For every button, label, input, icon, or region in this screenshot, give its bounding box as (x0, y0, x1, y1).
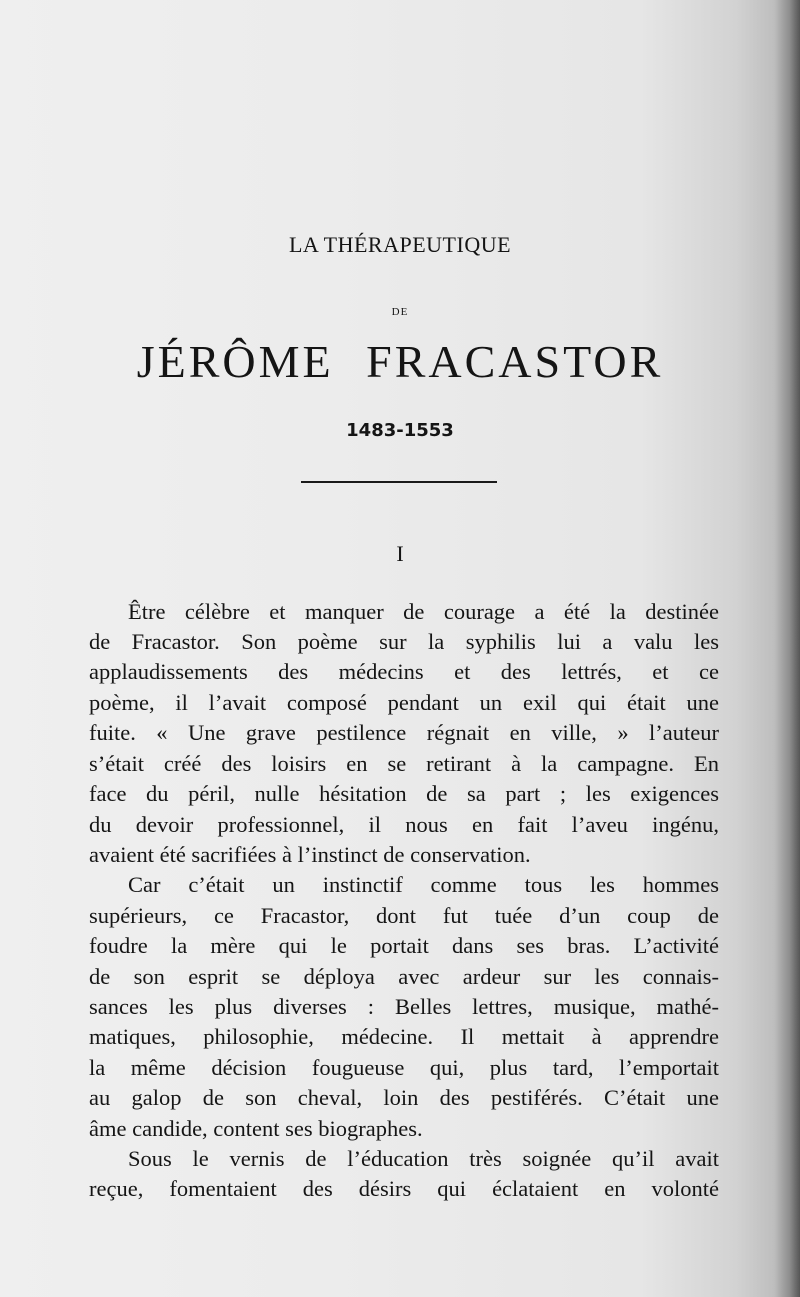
chapter-dates: 1483-1553 (346, 420, 454, 441)
text-line: Être célèbre et manquer de courage a été la destinée (128, 599, 719, 624)
text-line: s’était créé des loisirs en se retirant à la campagne. En (89, 751, 719, 776)
text-line: de son esprit se déploya avec ardeur sur les connais- (89, 964, 719, 989)
text-line: reçue, fomentaient des désirs qui éclataient en volonté (89, 1176, 719, 1201)
text-line: de Fracastor. Son poème sur la syphilis lui a valu les (89, 629, 719, 654)
text-line: poème, il l’avait composé pendant un exil qui était une (89, 690, 719, 715)
section-number: I (396, 541, 404, 566)
text-line: supérieurs, ce Fracastor, dont fut tuée d’un coup de (89, 903, 719, 928)
chapter-subtitle: LA THÉRAPEUTIQUE (288, 232, 512, 257)
text-line: sances les plus diverses : Belles lettres, musique, mathé- (89, 994, 719, 1019)
title-rule (301, 481, 497, 483)
text-line: âme candide, content ses biographes. (89, 1116, 423, 1141)
text-line: matiques, philosophie, médecine. Il mettait à apprendre (89, 1024, 719, 1049)
text-line: applaudissements des médecins et des lettrés, et ce (89, 659, 719, 684)
text-line: au galop de son cheval, loin des pestiférés. C’était une (89, 1085, 719, 1110)
text-line: du devoir professionnel, il nous en fait l’aveu ingénu, (89, 812, 719, 837)
text-line: avaient été sacrifiées à l’instinct de conservation. (89, 842, 531, 867)
chapter-title: JÉRÔME FRACASTOR (136, 336, 664, 387)
title-connector: DE (391, 306, 409, 318)
text-line: foudre la mère qui le portait dans ses bras. L’activité (89, 933, 719, 958)
page-spine-shadow (774, 0, 800, 1297)
text-line: la même décision fougueuse qui, plus tard, l’emportait (89, 1055, 719, 1080)
text-line: Sous le vernis de l’éducation très soignée qu’il avait (128, 1146, 719, 1171)
text-line: fuite. « Une grave pestilence régnait en ville, » l’auteur (89, 720, 719, 745)
text-line: face du péril, nulle hésitation de sa part ; les exigences (89, 781, 719, 806)
text-line: Car c’était un instinctif comme tous les hommes (128, 872, 719, 897)
